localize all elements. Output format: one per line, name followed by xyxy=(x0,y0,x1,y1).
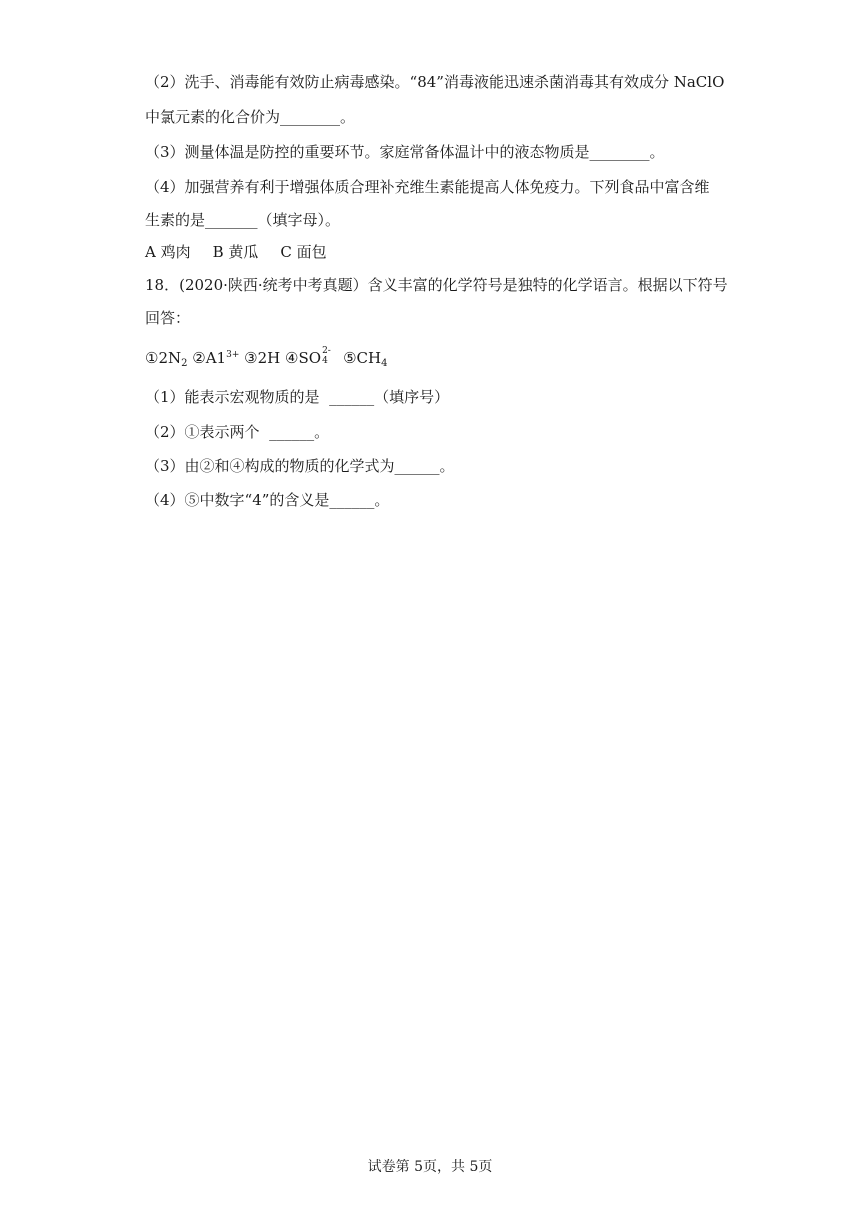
symbol-4: ④SO 2- 4 xyxy=(285,346,331,367)
q18-stem-line2: 回答： xyxy=(145,309,191,327)
symbol-1: $①2N_2$ xyxy=(145,349,188,369)
q18-symbols xyxy=(145,348,720,368)
q18-part2: （2）①表示两个 ______。 xyxy=(145,423,330,441)
q17-part4-line1: （4）加强营养有利于增强体质合理补充维生素能提高人体免疫力。下列食品中富含维 xyxy=(145,178,710,196)
q18-stem-line1: 18．(2020·陕西·统考中考真题）含义丰富的化学符号是独特的化学语言。根据以下符号 xyxy=(145,276,728,294)
symbol-5: $⑤CH_4$ xyxy=(343,349,388,369)
q17-part2-line1: （2）洗手、消毒能有效防止病毒感染。“84”消毒液能迅速杀菌消毒其有效成分 NaClO xyxy=(145,73,725,91)
q17-options xyxy=(145,242,720,262)
symbol-3: ③2H xyxy=(244,349,281,367)
q18-part4: （4）⑤中数字“4”的含义是______。 xyxy=(145,491,390,509)
q18-part1: （1）能表示宏观物质的是 ______（填序号） xyxy=(145,388,450,406)
symbol-2: $②A1^{3+}$ xyxy=(192,349,240,367)
q17-part4-line2: 生素的是_______（填字母）。 xyxy=(145,211,341,229)
q17-part2-line2: 中氯元素的化合价为________。 xyxy=(145,108,356,126)
q18-part3: （3）由②和④构成的物质的化学式为______。 xyxy=(145,457,455,475)
option-a: A 鸡肉 xyxy=(145,243,191,261)
option-c: C 面包 xyxy=(280,243,327,261)
q17-part3: （3）测量体温是防控的重要环节。家庭常备体温计中的液态物质是________。 xyxy=(145,143,665,161)
option-b: B 黄瓜 xyxy=(212,243,259,261)
page-footer: 试卷第 5页，共 5页 xyxy=(367,1159,493,1175)
